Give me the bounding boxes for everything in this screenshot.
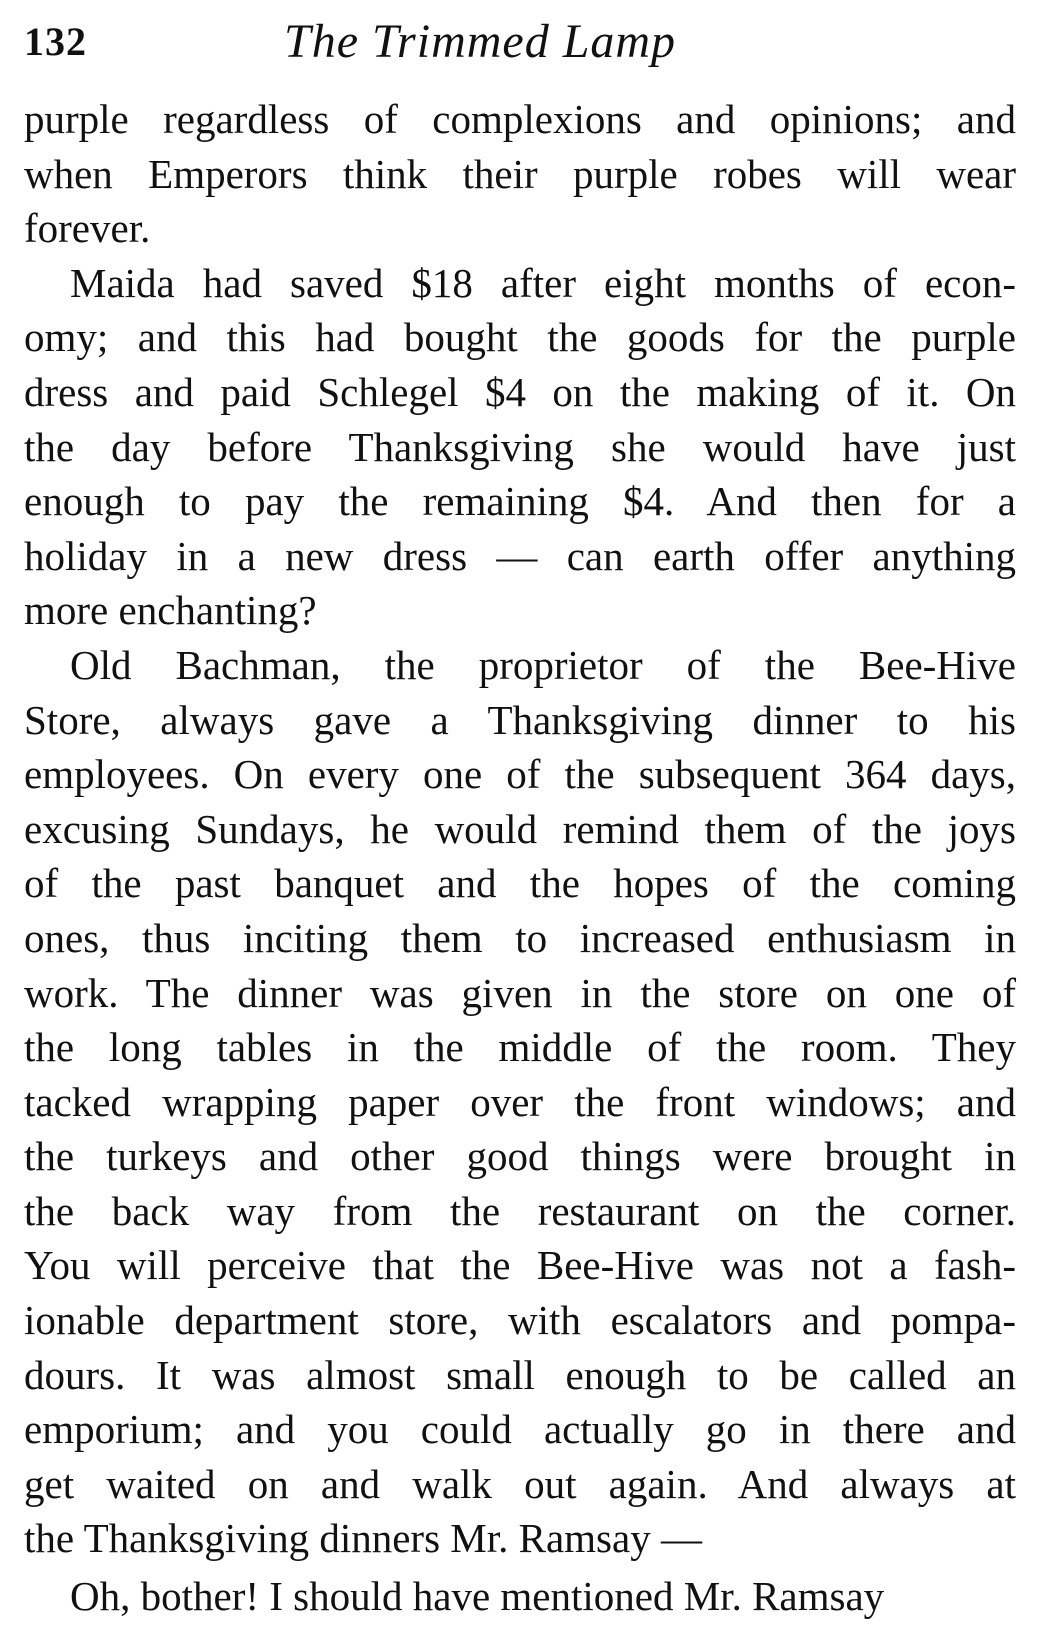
text-line: the Thanksgiving dinners Mr. Ramsay — bbox=[24, 1515, 702, 1562]
paragraph-first-line: Oh, bother! I should have mentioned Mr. Ramsay bbox=[70, 1573, 885, 1620]
text-line: the turkeys and other good things were brought in bbox=[24, 1133, 1016, 1180]
page-header bbox=[24, 14, 1024, 74]
text-line: enough to pay the remaining $4. And then for a bbox=[24, 478, 1016, 525]
paragraph-first-line: Maida had saved $18 after eight months of econ- bbox=[70, 259, 1016, 306]
text-line: purple regardless of complexions and opinions; and bbox=[24, 96, 1016, 142]
text-line: forever. bbox=[24, 205, 151, 252]
paragraph-first-line: Old Bachman, the proprietor of the Bee-Hive bbox=[70, 641, 1016, 688]
text-line: of the past banquet and the hopes of the coming bbox=[24, 860, 1016, 907]
text-line: ones, thus inciting them to increased enthusiasm in bbox=[24, 914, 1016, 961]
text-line: You will perceive that the Bee-Hive was not a fash- bbox=[24, 1242, 1016, 1289]
text-line: work. The dinner was given in the store on one of bbox=[24, 969, 1016, 1016]
page-number: 132 bbox=[24, 19, 87, 64]
text-line: tacked wrapping paper over the front windows; and bbox=[24, 1078, 1016, 1125]
text-line: get waited on and walk out again. And always at bbox=[24, 1460, 1016, 1507]
text-line: omy; and this had bought the goods for the purple bbox=[24, 314, 1016, 361]
text-line: dours. It was almost small enough to be called an bbox=[24, 1351, 1016, 1398]
text-line: emporium; and you could actually go in there and bbox=[24, 1406, 1016, 1453]
text-line: the back way from the restaurant on the corner. bbox=[24, 1187, 1016, 1234]
text-line: excusing Sundays, he would remind them of the joys bbox=[24, 805, 1016, 852]
text-line: Store, always gave a Thanksgiving dinner to his bbox=[24, 696, 1016, 743]
running-title: The Trimmed Lamp bbox=[284, 15, 677, 68]
text-line: the day before Thanksgiving she would have just bbox=[24, 423, 1016, 470]
text-line: dress and paid Schlegel $4 on the making of it. On bbox=[24, 368, 1016, 415]
text-line: employees. On every one of the subsequent 364 days, bbox=[24, 751, 1016, 798]
text-line: more enchanting? bbox=[24, 587, 317, 634]
text-line: ionable department store, with escalators and pompa- bbox=[24, 1297, 1016, 1344]
text-line: holiday in a new dress — can earth offer anything bbox=[24, 532, 1016, 579]
text-line: when Emperors think their purple robes will wear bbox=[24, 150, 1016, 197]
body-text bbox=[24, 92, 1016, 1624]
text-line: the long tables in the middle of the room. They bbox=[24, 1024, 1016, 1071]
